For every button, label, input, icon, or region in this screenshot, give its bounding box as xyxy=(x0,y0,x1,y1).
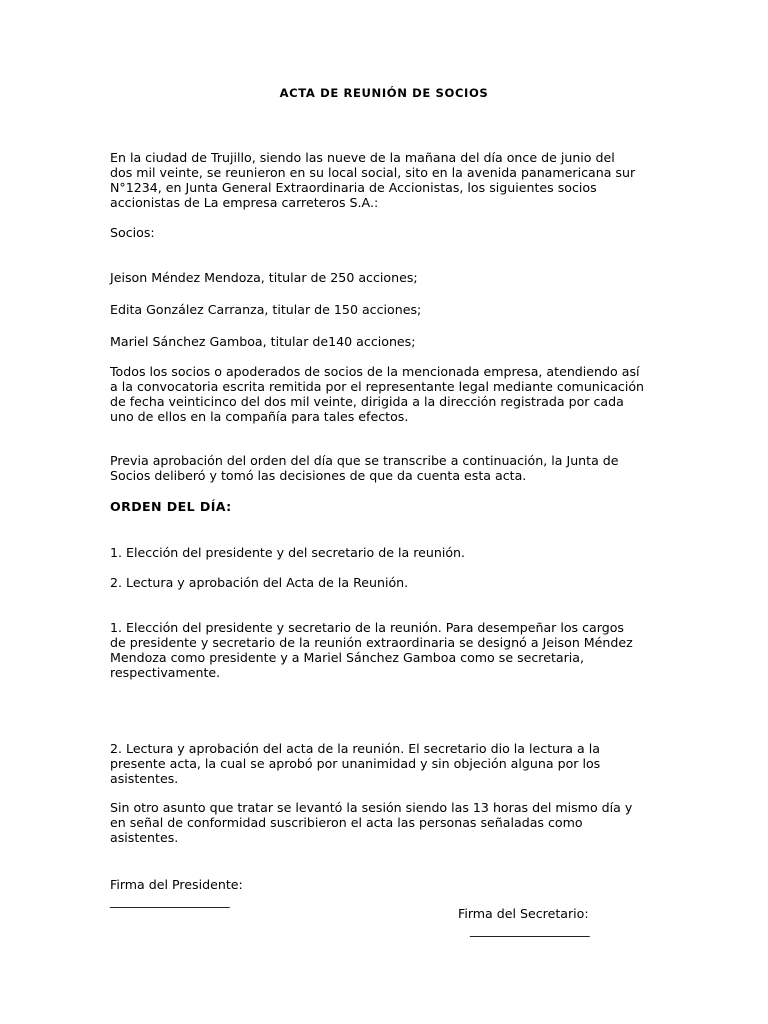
socio-item: Jeison Méndez Mendoza, titular de 250 acciones; xyxy=(110,270,418,285)
orden-item: 2. Lectura y aprobación del Acta de la Reunión. xyxy=(110,575,409,590)
firma-secretario-label: Firma del Secretario: xyxy=(458,906,589,921)
intro-paragraph: En la ciudad de Trujillo, siendo las nueve de la mañana del día once de junio del dos mil veinte, se reunieron en su local social, sito en la avenida panamericana sur N°1234, en Junta General Extraordinaria de Accionistas, los siguientes socios accionistas de La empresa carreteros S.A.: xyxy=(110,150,636,210)
firma-presidente-line: ___________________ xyxy=(110,893,230,908)
socios-label: Socios: xyxy=(110,225,155,240)
resolution-1-paragraph: 1. Elección del presidente y secretario de la reunión. Para desempeñar los cargos de presidente y secretario de la reunión extraordinaria se designó a Jeison Méndez Mendoza como presidente y a Mariel Sánchez Gamboa como se secretaria, respectivamente. xyxy=(110,620,633,680)
previa-paragraph: Previa aprobación del orden del día que se transcribe a continuación, la Junta de Socios deliberó y tomó las decisiones de que da cuenta esta acta. xyxy=(110,453,619,483)
convocatoria-paragraph: Todos los socios o apoderados de socios de la mencionada empresa, atendiendo así a la convocatoria escrita remitida por el representante legal mediante comunicación de fecha veinticinco del dos mil veinte, dirigida a la dirección registrada por cada uno de ellos en la compañía para tales efectos. xyxy=(110,364,645,424)
orden-item: 1. Elección del presidente y del secretario de la reunión. xyxy=(110,545,466,560)
resolution-2-paragraph: 2. Lectura y aprobación del acta de la reunión. El secretario dio la lectura a la presente acta, la cual se aprobó por unanimidad y sin objeción alguna por los asistentes. xyxy=(110,741,601,786)
document-title: ACTA DE REUNIÓN DE SOCIOS xyxy=(279,86,489,100)
socio-item: Edita González Carranza, titular de 150 acciones; xyxy=(110,302,422,317)
closing-paragraph: Sin otro asunto que tratar se levantó la sesión siendo las 13 horas del mismo día y en señal de conformidad suscribieron el acta las personas señaladas como asistentes. xyxy=(110,800,633,845)
socio-item: Mariel Sánchez Gamboa, titular de140 acciones; xyxy=(110,334,416,349)
firma-secretario-line: ___________________ xyxy=(470,922,590,937)
firma-presidente-label: Firma del Presidente: xyxy=(110,877,243,892)
orden-heading: ORDEN DEL DÍA: xyxy=(110,499,232,514)
